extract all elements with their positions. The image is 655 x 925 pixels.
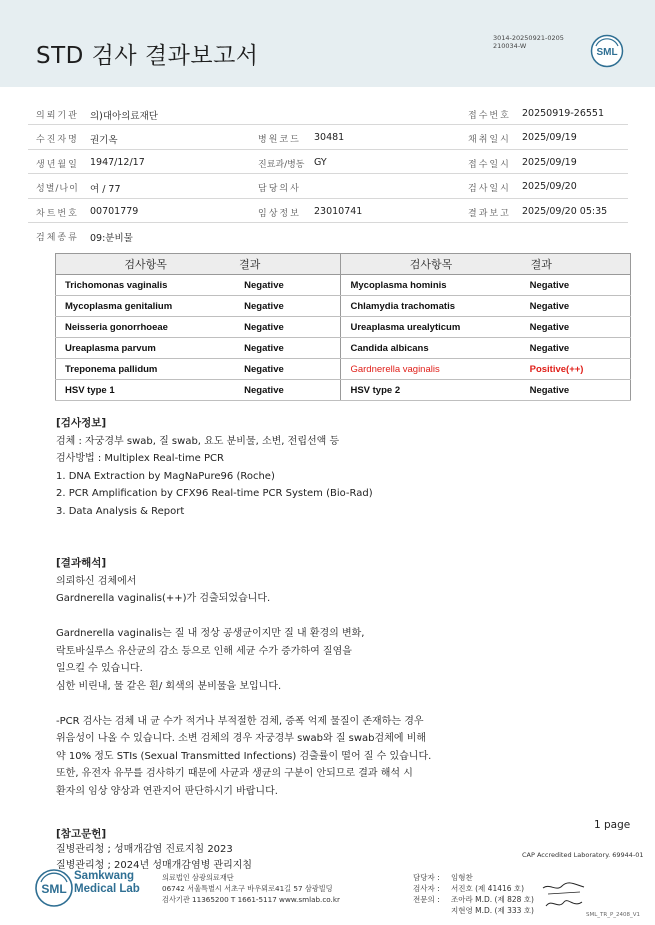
test-result: Negative (235, 275, 341, 296)
form-code: SML_TR_P_2408_V1 (586, 912, 641, 918)
test-item: HSV type 2 (341, 380, 521, 401)
info-value: 2025/09/20 05:35 (522, 205, 608, 217)
report-header (0, 0, 655, 87)
report-title: STD 검사 결과보고서 (36, 43, 259, 69)
info-value: 2025/09/19 (522, 156, 577, 168)
brand-line-2: Medical Lab (74, 882, 140, 895)
info-label: 담당의사 (258, 184, 301, 195)
interpretation-line: 의뢰하신 검체에서 (56, 575, 137, 587)
staff-label: 검사자 : (413, 884, 440, 893)
staff-value: 지현영 M.D. (제 333 호) (451, 906, 534, 915)
interpretation-line: 심한 비린내, 물 같은 흰/ 회색의 분비물을 보입니다. (56, 680, 282, 692)
table-row (56, 296, 631, 317)
reference-line: 질병관리청 ; 2024년 성매개감염병 관리지침 (56, 860, 253, 871)
accreditation-text: CAP Accredited Laboratory. 69944-01 (522, 851, 644, 859)
test-result: Negative (521, 380, 631, 401)
page-number: 1 page (594, 819, 631, 831)
info-label: 진료과/병동 (258, 159, 305, 170)
info-label: 채취일시 (468, 135, 511, 146)
interpretation-line: Gardnerella vaginalis(++)가 검출되었습니다. (56, 593, 271, 604)
svg-text:SML: SML (596, 47, 618, 58)
info-label: 접수일시 (468, 159, 511, 170)
info-label: 차트번호 (36, 208, 79, 219)
reference-line: 질병관리청 ; 성매개감염 진료지침 2023 (56, 844, 233, 855)
test-item: Trichomonas vaginalis (56, 275, 236, 296)
info-label: 성별/나이 (36, 184, 79, 195)
signature-icon (540, 880, 588, 912)
test-info-line: 3. Data Analysis & Report (56, 505, 185, 517)
info-value: 23010741 (314, 205, 363, 217)
info-label: 검체종류 (36, 232, 79, 243)
patient-info-grid (28, 101, 628, 247)
info-value: 권기옥 (90, 135, 118, 147)
column-header-test-item: 검사항목 (56, 254, 236, 275)
staff-value: 임형찬 (451, 873, 473, 882)
footer-org: 의료법인 삼광의료재단 (162, 873, 234, 882)
document-code-line-1: 3014-20250921-0205 (493, 34, 564, 42)
interpretation-line: 위음성이 나올 수 있습니다. 소변 검체의 경우 자궁경부 swab와 질 swab검체에 비해 (56, 733, 427, 744)
sml-logo-icon (590, 34, 624, 68)
document-code-line-2: 210034-W (493, 42, 527, 50)
table-row (56, 317, 631, 338)
column-header-result: 결과 (235, 254, 341, 275)
table-row (56, 359, 631, 380)
info-row (28, 199, 628, 223)
interpretation-line: 환자의 임상 양상과 연관지어 판단하시기 바랍니다. (56, 785, 278, 797)
info-label: 생년월일 (36, 159, 79, 170)
results-header-row (56, 254, 631, 275)
test-result: Negative (235, 338, 341, 359)
test-result: Negative (521, 338, 631, 359)
info-row (28, 223, 628, 247)
test-info-line: 검사방법 : Multiplex Real-time PCR (56, 453, 224, 464)
brand-line-1: Samkwang (74, 870, 135, 882)
table-row (56, 275, 631, 296)
interpretation-line: 락토바실루스 유산균의 감소 등으로 인해 세균 수가 증가하여 질염을 (56, 645, 352, 657)
column-header-test-item: 검사항목 (341, 254, 521, 275)
test-result: Negative (235, 380, 341, 401)
info-row (28, 174, 628, 198)
test-info-heading: [검사정보] (56, 417, 107, 429)
document-code (493, 34, 564, 50)
staff-label: 전문의 : (413, 895, 440, 904)
info-value: 09:분비물 (90, 232, 133, 244)
test-item: Mycoplasma genitalium (56, 296, 236, 317)
sml-footer-logo-icon (34, 868, 74, 908)
interpretation-heading: [결과해석] (56, 557, 107, 569)
footer-contact: 검사기관 11365200 T 1661-5117 www.smlab.co.kr (162, 895, 340, 904)
footer-brand (74, 870, 140, 895)
test-result-positive: Positive(++) (521, 359, 631, 380)
test-item: Ureaplasma urealyticum (341, 317, 521, 338)
info-row (28, 101, 628, 125)
references-section (56, 826, 476, 874)
info-value: 00701779 (90, 205, 139, 217)
test-item-positive: Gardnerella vaginalis (341, 359, 521, 380)
info-value: 여 / 77 (90, 184, 121, 196)
test-result: Negative (521, 317, 631, 338)
info-row (28, 150, 628, 174)
test-item: Candida albicans (341, 338, 521, 359)
svg-text:SML: SML (41, 882, 67, 896)
info-label: 병원코드 (258, 135, 301, 146)
info-value: 의)대아의료재단 (90, 111, 158, 122)
test-info-section (56, 415, 373, 520)
footer-address-block (162, 872, 340, 905)
info-value: 2025/09/19 (522, 132, 577, 144)
test-item: Chlamydia trachomatis (341, 296, 521, 317)
staff-label: 담당자 : (413, 873, 440, 882)
info-label: 접수번호 (468, 111, 511, 121)
info-value: 20250919-26551 (522, 108, 605, 119)
table-row (56, 338, 631, 359)
info-value: 1947/12/17 (90, 156, 145, 168)
results-table (55, 253, 631, 401)
info-row (28, 125, 628, 149)
test-item: Treponema pallidum (56, 359, 236, 380)
test-info-line: 1. DNA Extraction by MagNaPure96 (Roche) (56, 470, 275, 482)
test-result: Negative (521, 275, 631, 296)
interpretation-line: Gardnerella vaginalis는 질 내 정상 공생균이지만 질 내 환경의 변화, (56, 628, 365, 639)
info-label: 의뢰기관 (36, 111, 79, 121)
test-item: Ureaplasma parvum (56, 338, 236, 359)
info-label: 수진자명 (36, 135, 79, 146)
info-value: 30481 (314, 132, 345, 144)
info-value: 2025/09/20 (522, 181, 577, 193)
references-heading: [참고문헌] (56, 828, 107, 840)
staff-value: 서진호 (제 41416 호) (451, 884, 525, 893)
column-header-result: 결과 (521, 254, 631, 275)
staff-value: 조아라 M.D. (제 828 호) (451, 895, 534, 904)
footer-address: 06742 서울특별시 서초구 바우뫼로41길 57 삼광빌딩 (162, 884, 333, 893)
info-label: 결과보고 (468, 208, 511, 219)
test-item: HSV type 1 (56, 380, 236, 401)
interpretation-line: 약 10% 정도 STIs (Sexual Transmitted Infections) 검출률이 떨어 질 수 있습니다. (56, 750, 432, 762)
info-value: GY (314, 156, 327, 168)
info-label: 검사일시 (468, 184, 511, 195)
test-info-line: 검체 : 자궁경부 swab, 질 swab, 요도 분비물, 소변, 전립선액 등 (56, 435, 340, 447)
test-result: Negative (235, 296, 341, 317)
test-result: Negative (235, 317, 341, 338)
test-result: Negative (235, 359, 341, 380)
test-item: Mycoplasma hominis (341, 275, 521, 296)
test-item: Neisseria gonorrhoeae (56, 317, 236, 338)
info-label: 임상정보 (258, 208, 301, 219)
interpretation-line: -PCR 검사는 검체 내 균 수가 적거나 부적절한 검체, 증폭 억제 물질이 존재하는 경우 (56, 715, 424, 727)
test-result: Negative (521, 296, 631, 317)
interpretation-line: 또한, 유전자 유무를 검사하기 때문에 사균과 생균의 구분이 안되므로 결과 해석 시 (56, 768, 413, 779)
interpretation-line: 일으킬 수 있습니다. (56, 663, 143, 674)
test-info-line: 2. PCR Amplification by CFX96 Real-time PCR System (Bio-Rad) (56, 488, 373, 499)
table-row (56, 380, 631, 401)
interpretation-section (56, 555, 431, 800)
